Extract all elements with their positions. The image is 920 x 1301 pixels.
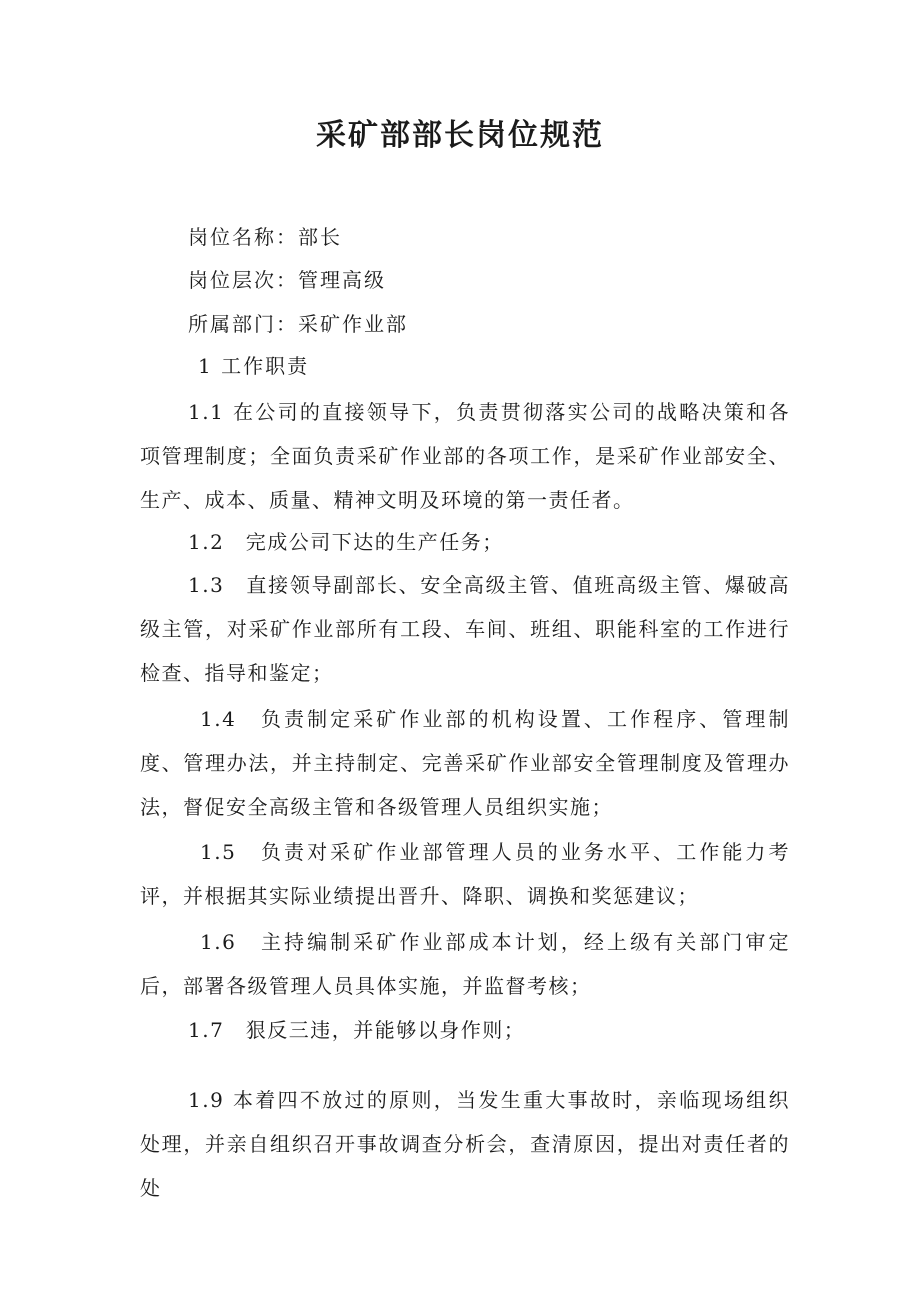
- duty-item-1-4: 1.4 负责制定采矿作业部的机构设置、工作程序、管理制度、管理办法，并主持制定、完善采矿作业部安全管理制度及管理办法，督促安全高级主管和各级管理人员组织实施；: [140, 707, 790, 819]
- duty-item-1-6: 1.6 主持编制采矿作业部成本计划，经上级有关部门审定后，部署各级管理人员具体实施，并监督考核；: [140, 930, 790, 998]
- duty-item-1-7: 1.7 狠反三违，并能够以身作则；: [188, 1018, 526, 1042]
- document-title: 采矿部部长岗位规范: [316, 118, 604, 153]
- field-position-level: 岗位层次：管理高级: [188, 268, 386, 292]
- duty-item-1-9: 1.9 本着四不放过的原则，当发生重大事故时，亲临现场组织处理，并亲自组织召开事故调查分析会，查清原因，提出对责任者的处: [140, 1088, 790, 1200]
- field-department: 所属部门：采矿作业部: [188, 312, 408, 336]
- duty-item-1-3: 1.3 直接领导副部长、安全高级主管、值班高级主管、爆破高级主管，对采矿作业部所有工段、车间、班组、职能科室的工作进行检查、指导和鉴定；: [140, 573, 790, 685]
- duty-item-1-5: 1.5 负责对采矿作业部管理人员的业务水平、工作能力考评，并根据其实际业绩提出晋升、降职、调换和奖惩建议；: [140, 840, 790, 908]
- duty-item-1-1: 1.1 在公司的直接领导下，负责贯彻落实公司的战略决策和各项管理制度；全面负责采矿作业部的各项工作，是采矿作业部安全、生产、成本、质量、精神文明及环境的第一责任者。: [140, 400, 790, 512]
- section-heading-duties: 1 工作职责: [198, 354, 310, 378]
- duty-item-1-2: 1.2 完成公司下达的生产任务；: [188, 530, 504, 554]
- field-position-name: 岗位名称：部长: [188, 225, 342, 249]
